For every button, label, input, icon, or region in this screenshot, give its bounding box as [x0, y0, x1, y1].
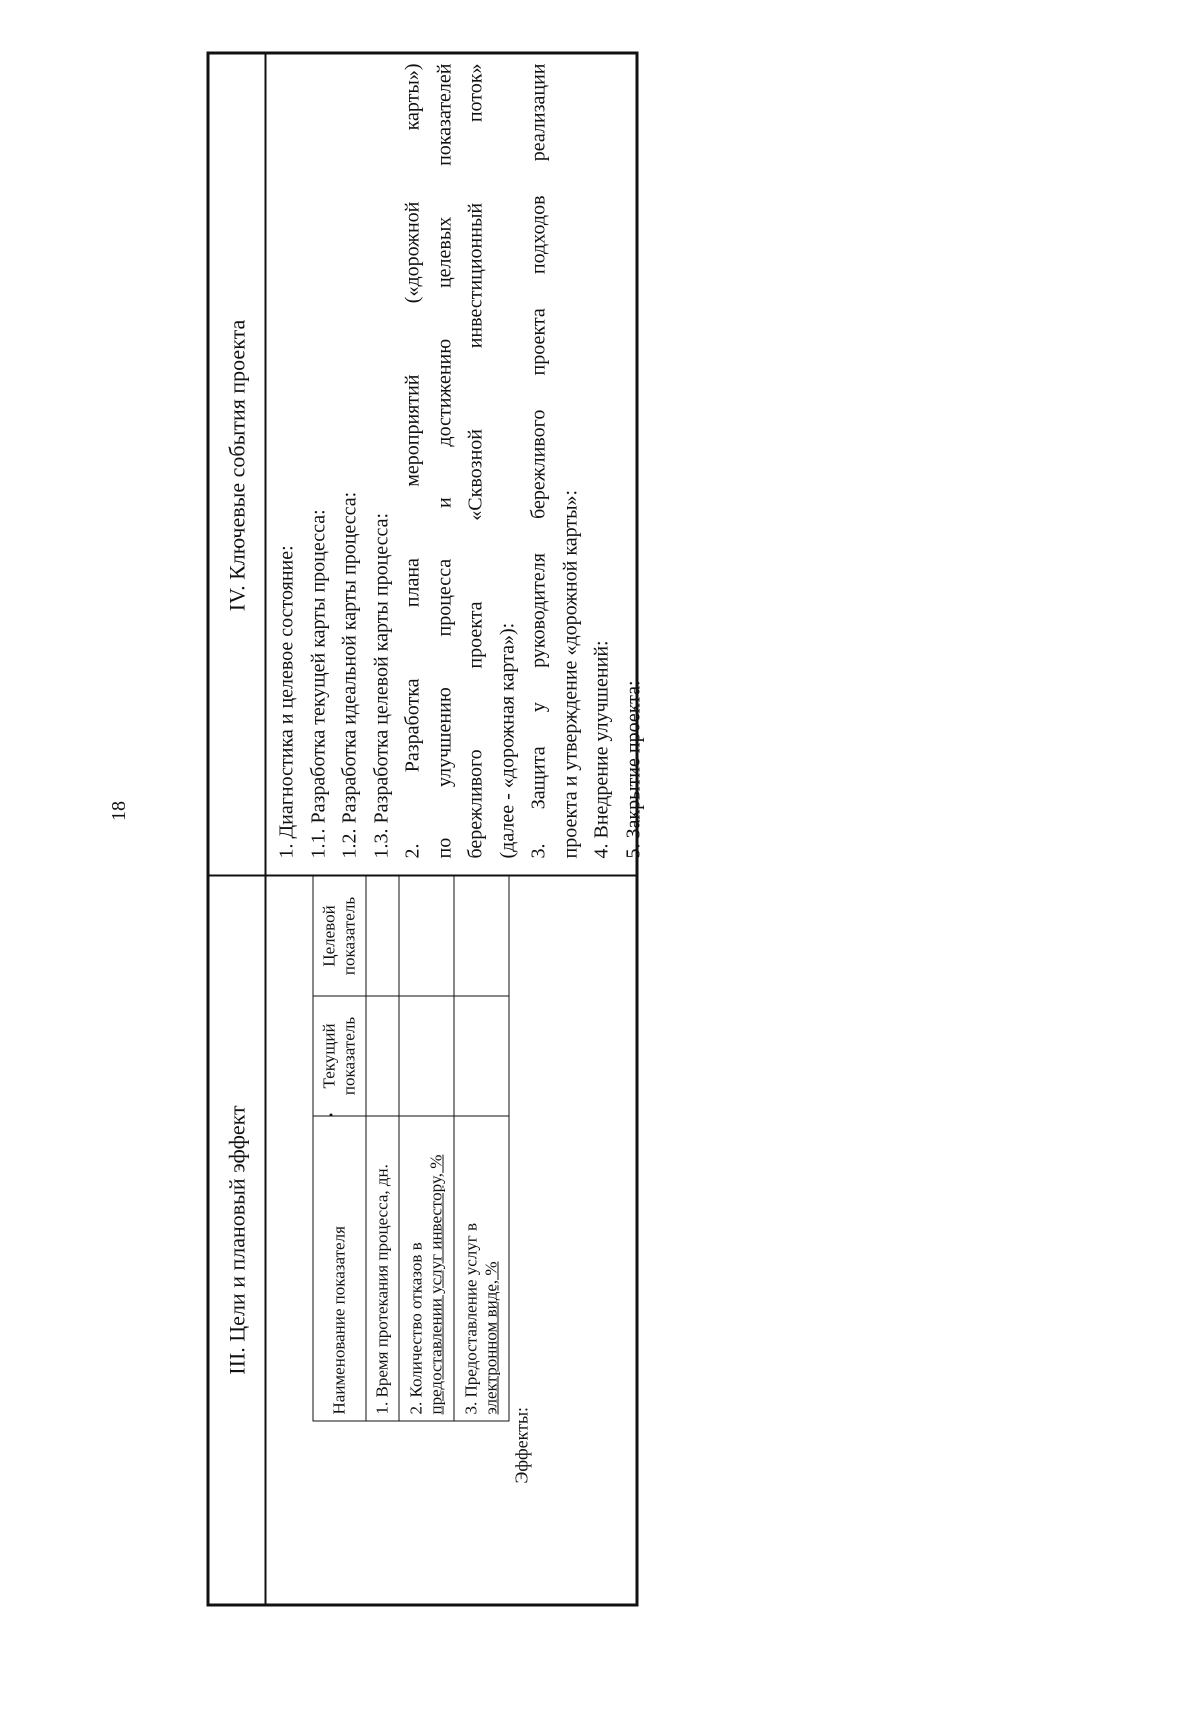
- key-events-list: [271, 63, 649, 858]
- events-section-title: IV. Ключевые события проекта: [209, 54, 266, 876]
- scan-speck: [329, 1113, 332, 1116]
- table-row: [454, 876, 509, 1421]
- goals-section-title: III. Цели и плановый эффект: [209, 874, 266, 1603]
- table-row: [366, 876, 399, 1421]
- target-value-cell: [366, 876, 399, 996]
- indicator-name-line: предоставлении услуг инвестору, %: [426, 1154, 445, 1414]
- indicators-table: [312, 875, 509, 1421]
- event-line: 5. Закрытие проекта:: [621, 679, 644, 858]
- event-line: проекта и утверждение «дорожной карты»:: [558, 489, 581, 858]
- event-line: 1. Диагностика и целевое состояние:: [275, 544, 297, 858]
- event-line: 1.2. Разработка идеальной карты процесса:: [338, 491, 360, 858]
- indicator-name-line: электронном виде, %: [481, 1260, 500, 1414]
- event-line: 1.3. Разработка целевой карты процесса:: [369, 512, 392, 858]
- header-indicator-name: Наименование показателя: [313, 1116, 366, 1421]
- indicator-name-line: 2. Количество отказов в: [406, 1241, 425, 1414]
- header-current-value: Текущий показатель: [313, 996, 366, 1116]
- indicator-name: [399, 1116, 454, 1421]
- event-line: 2. Разработка плана мероприятий («дорожной карты»): [401, 63, 423, 858]
- effects-label: Эффекты:: [511, 1406, 531, 1483]
- event-line: 1.1. Разработка текущей карты процесса:: [306, 508, 329, 858]
- indicator-name-line: 3. Предоставление услуг в: [461, 1222, 480, 1414]
- rotated-page-frame: [206, 51, 644, 1606]
- page-number: 18: [108, 801, 130, 821]
- current-value-cell: [366, 996, 399, 1116]
- event-line: бережливого проекта «Сквозной инвестиционный поток»: [464, 63, 486, 858]
- header-target-value: Целевой показатель: [313, 876, 366, 996]
- event-line: по улучшению процесса и достижению целевых показателей: [432, 63, 455, 858]
- current-value-cell: [399, 996, 454, 1116]
- indicators-header-row: [313, 876, 366, 1421]
- target-value-cell: [399, 876, 454, 996]
- event-line: 3. Защита у руководителя бережливого проекта подходов реализации: [527, 63, 549, 858]
- target-value-cell: [454, 876, 509, 996]
- indicator-name: 1. Время протекания процесса, дн.: [366, 1116, 399, 1421]
- project-passport-table: [206, 51, 644, 1606]
- indicator-name: [454, 1116, 509, 1421]
- current-value-cell: [454, 996, 509, 1116]
- event-line: 4. Внедрение улучшений:: [590, 639, 612, 858]
- event-line: (далее - «дорожная карта»):: [495, 622, 518, 858]
- table-row: [399, 876, 454, 1421]
